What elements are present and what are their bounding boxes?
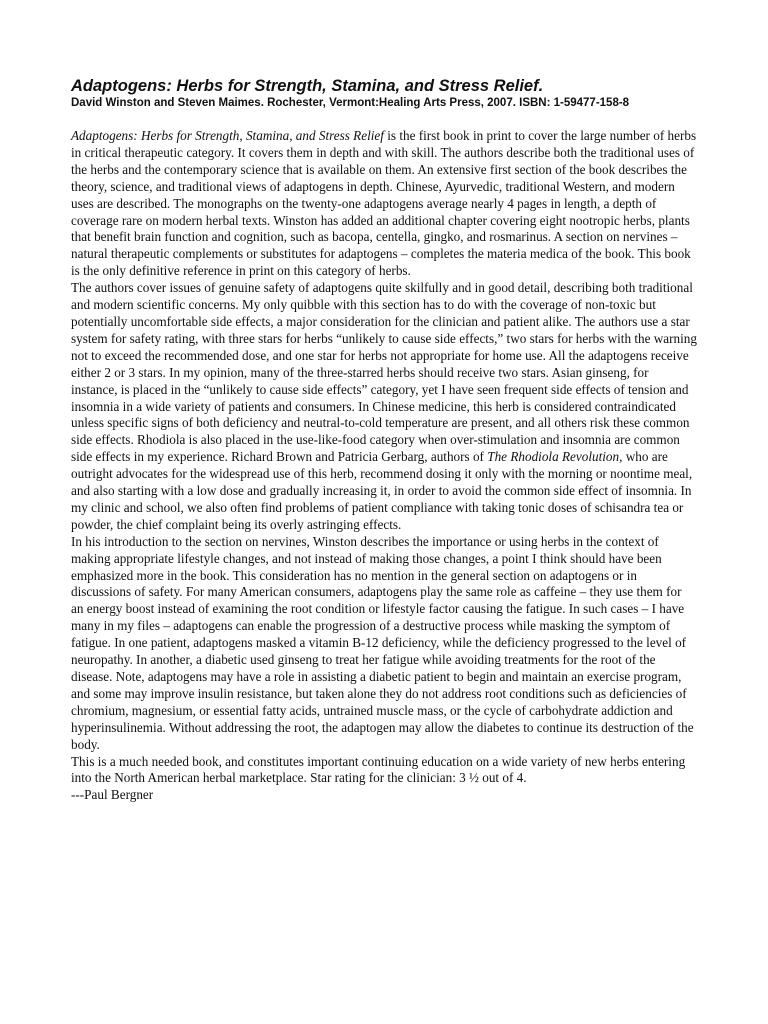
review-title: Adaptogens: Herbs for Strength, Stamina, and Stress Relief.	[71, 77, 544, 95]
paragraph-2-text-before: The authors cover issues of genuine safety of adaptogens quite skilfully and in good detail, describing both traditional and modern scientific concerns. My only quibble with this section has to do with the coverage of non-toxic but potentially uncomfortable side effects, a major consideration for the clinician and patient alike. The authors use a star system for safety rating, with three stars for herbs “unlikely to cause side effects,” two stars for herbs with the warning not to exceed the recommended dose, and one star for herbs not appropriate for home use. All the adaptogens receive either 2 or 3 stars. In my opinion, many of the three-starred herbs should receive two stars. Asian ginseng, for instance, is placed in the “unlikely to cause side effects” category, yet I have seen frequent side effects of tension and insomnia in a wide variety of patients and consumers. In Chinese medicine, this herb is considered contraindicated unless specific signs of both deficiency and neutral-to-cold temperature are present, and all others risk these common side effects. Rhodiola is also placed in the use-like-food category when over-stimulation and insomnia are common side effects in my experience. Richard Brown and Patricia Gerbarg, authors of	[71, 280, 697, 465]
book-citation: David Winston and Steven Maimes. Rochester, Vermont:Healing Arts Press, 2007. ISBN: 1-59477-158-8	[71, 97, 630, 109]
review-paragraph-1	[71, 128, 697, 280]
review-page	[71, 77, 697, 804]
paragraph-2-text-after: who are outright advocates for the widespread use of this herb, recommend dosing it only with the morning or noontime meal, and also starting with a low dose and gradually increasing it, in order to avoid the common side effect of insomnia. In my clinic and school, we also often find problems of patient compliance with taking tonic doses of schisandra tea or powder, the chief complaint being its overly astringing effects.	[71, 449, 693, 532]
book-title-reference: Adaptogens: Herbs for Strength, Stamina, and Stress Relief	[71, 128, 384, 143]
paragraph-1-text: is the first book in print to cover the large number of herbs in critical therapeutic category. It covers them in depth and with skill. The authors describe both the traditional uses of the herbs and the contemporary science that is available on them. An extensive first section of the book describes the theory, science, and traditional views of adaptogens in depth. Chinese, Ayurvedic, traditional Western, and modern uses are described. The monographs on the twenty-one adaptogens average nearly 4 pages in length, a depth of coverage rare on modern herbal texts. Winston has added an additional chapter covering eight nootropic herbs, plants that benefit brain function and cognition, such as bacopa, centella, gingko, and rosmarinus. A section on nervines – natural therapeutic complements or substitutes for adaptogens – completes the materia medica of the book. This book is the only definitive reference in print on this category of herbs.	[71, 128, 697, 279]
review-paragraph-4: This is a much needed book, and constitutes important continuing education on a wide variety of new herbs entering into the North American herbal marketplace. Star rating for the clinician: 3 ½ out of 4.	[71, 753, 686, 786]
review-paragraph-3: In his introduction to the section on nervines, Winston describes the importance or using herbs in the context of making appropriate lifestyle changes, and not instead of making those changes, a point I think should have been emphasized more in the book. This consideration has no mention in the general section on adaptogens or in discussions of safety. For many American consumers, adaptogens play the same role as caffeine – they use them for an energy boost instead of examining the root condition or lifestyle factor causing the fatigue. In such cases – I have many in my files – adaptogens can enable the progression of a destructive process while masking the symptom of fatigue. In one patient, adaptogens masked a vitamin B-12 deficiency, while the deficiency progressed to the level of neuropathy. In another, a diabetic used ginseng to treat her fatigue while avoiding treatments for the root of the disease. Note, adaptogens may have a role in assisting a diabetic patient to begin and maintain an exercise program, and some may improve insulin resistance, but taken alone they do not address root conditions such as deficiencies of chromium, magnesium, or essential fatty acids, untrained muscle mass, or the cycle of carbohydrate addiction and hyperinsulinemia. Without addressing the root, the adaptogen may allow the diabetes to continue its destruction of the body.	[71, 533, 694, 752]
rhodiola-book-reference: The Rhodiola Revolution,	[487, 449, 623, 465]
reviewer-signature: ---Paul Bergner	[71, 787, 154, 803]
review-paragraph-2	[71, 280, 697, 534]
